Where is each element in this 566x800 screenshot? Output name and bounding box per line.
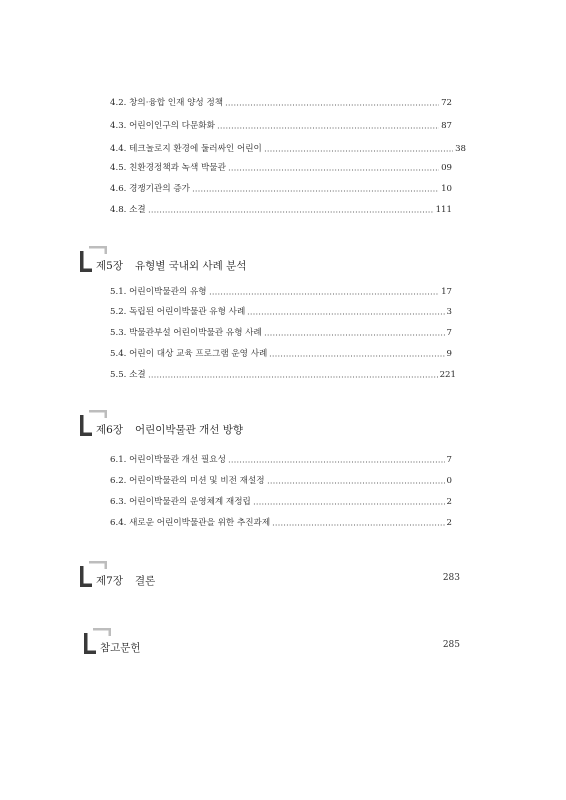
chapter-page: 285 bbox=[442, 640, 460, 650]
chapter-number: 제7장 bbox=[96, 575, 123, 587]
toc-entry-page: 7 bbox=[446, 455, 452, 466]
toc-entry-label: 5.2. 독립된 어린이박물관 유형 사례 bbox=[110, 307, 246, 318]
toc-leader-dots bbox=[272, 524, 444, 526]
toc-entry[interactable] bbox=[110, 283, 452, 297]
chapter-heading[interactable] bbox=[80, 246, 460, 274]
toc-leader-dots bbox=[247, 313, 444, 315]
chapter-title bbox=[96, 258, 246, 273]
toc-entry-label: 6.3. 어린이박물관의 운영체계 재정립 bbox=[110, 497, 251, 508]
toc-entry-page: 111 bbox=[435, 205, 452, 216]
toc-entry[interactable] bbox=[110, 493, 452, 507]
toc-leader-dots bbox=[264, 334, 445, 336]
toc-entry-page: 3 bbox=[446, 307, 452, 318]
toc-entry-page: 221 bbox=[439, 370, 456, 381]
toc-entry-label: 6.4. 새로운 어린이박물관을 위한 추진과제 bbox=[110, 518, 271, 529]
toc-entry[interactable] bbox=[110, 201, 452, 215]
toc-entry-page: 10 bbox=[441, 184, 452, 195]
toc-entry-label: 4.5. 친환경정책과 녹색 박물관 bbox=[110, 163, 226, 174]
toc-entry[interactable] bbox=[110, 180, 452, 194]
toc-entry-label: 6.2. 어린이박물관의 미션 및 비전 재설정 bbox=[110, 476, 265, 487]
toc-entry[interactable] bbox=[110, 117, 452, 131]
toc-entry-label: 5.1. 어린이박물관의 유형 bbox=[110, 287, 207, 298]
chapter-page: 283 bbox=[442, 573, 460, 583]
toc-entry[interactable] bbox=[110, 345, 452, 359]
toc-entry-page: 38 bbox=[455, 144, 466, 155]
chapter-number: 제5장 bbox=[96, 260, 123, 272]
chapter-title-text: 결론 bbox=[134, 575, 156, 587]
chapter-title-text: 참고문헌 bbox=[100, 642, 141, 654]
toc-entry-page: 87 bbox=[441, 121, 452, 132]
chapter-title bbox=[96, 573, 155, 588]
toc-entry-page: 09 bbox=[441, 163, 452, 174]
toc-entry-page: 2 bbox=[446, 518, 452, 529]
toc-entry-page: 0 bbox=[446, 476, 452, 487]
toc-leader-dots bbox=[228, 169, 439, 171]
toc-leader-dots bbox=[228, 461, 445, 463]
toc-leader-dots bbox=[192, 190, 439, 192]
toc-entry-label: 4.6. 경쟁기관의 증가 bbox=[110, 184, 190, 195]
references-heading[interactable] bbox=[84, 628, 460, 656]
toc-entry-label: 4.2. 창의·융합 인재 양성 정책 bbox=[110, 98, 224, 109]
toc-entry[interactable] bbox=[110, 366, 456, 380]
chapter-heading[interactable] bbox=[80, 561, 460, 589]
toc-entry-label: 4.4. 테크놀로지 환경에 둘러싸인 어린이 bbox=[110, 144, 262, 155]
toc-entry-label: 5.4. 어린이 대상 교육 프로그램 운영 사례 bbox=[110, 349, 268, 360]
toc-entry[interactable] bbox=[110, 472, 452, 486]
toc-entry[interactable] bbox=[110, 514, 452, 528]
toc-leader-dots bbox=[253, 503, 445, 505]
toc-entry-page: 2 bbox=[446, 497, 452, 508]
toc-leader-dots bbox=[148, 376, 438, 378]
toc-entry-label: 5.5. 소결 bbox=[110, 370, 146, 381]
toc-leader-dots bbox=[217, 127, 439, 129]
toc-entry-page: 7 bbox=[446, 328, 452, 339]
toc-entry-page: 72 bbox=[441, 98, 452, 109]
chapter-title bbox=[100, 640, 141, 655]
toc-leader-dots bbox=[148, 211, 434, 213]
toc-entry-label: 4.8. 소결 bbox=[110, 205, 146, 216]
chapter-heading[interactable] bbox=[80, 410, 460, 438]
toc-entry[interactable] bbox=[110, 140, 466, 154]
toc-entry-label: 4.3. 어린이인구의 다문화화 bbox=[110, 121, 215, 132]
toc-leader-dots bbox=[225, 104, 439, 106]
toc-leader-dots bbox=[269, 355, 444, 357]
toc-leader-dots bbox=[209, 293, 439, 295]
toc-entry[interactable] bbox=[110, 324, 452, 338]
toc-leader-dots bbox=[264, 150, 453, 152]
toc-leader-dots bbox=[267, 482, 445, 484]
chapter-number: 제6장 bbox=[96, 424, 123, 436]
chapter-title-text: 유형별 국내외 사례 분석 bbox=[134, 260, 247, 272]
chapter-title-text: 어린이박물관 개선 방향 bbox=[134, 424, 244, 436]
toc-entry[interactable] bbox=[110, 303, 452, 317]
chapter-title bbox=[96, 422, 243, 437]
toc-entry-page: 9 bbox=[446, 349, 452, 360]
toc-entry[interactable] bbox=[110, 451, 452, 465]
toc-entry-label: 6.1. 어린이박물관 개선 필요성 bbox=[110, 455, 226, 466]
toc-entry-page: 17 bbox=[441, 287, 452, 298]
toc-entry[interactable] bbox=[110, 159, 452, 173]
toc-entry[interactable] bbox=[110, 94, 452, 108]
toc-entry-label: 5.3. 박물관부설 어린이박물관 유형 사례 bbox=[110, 328, 262, 339]
